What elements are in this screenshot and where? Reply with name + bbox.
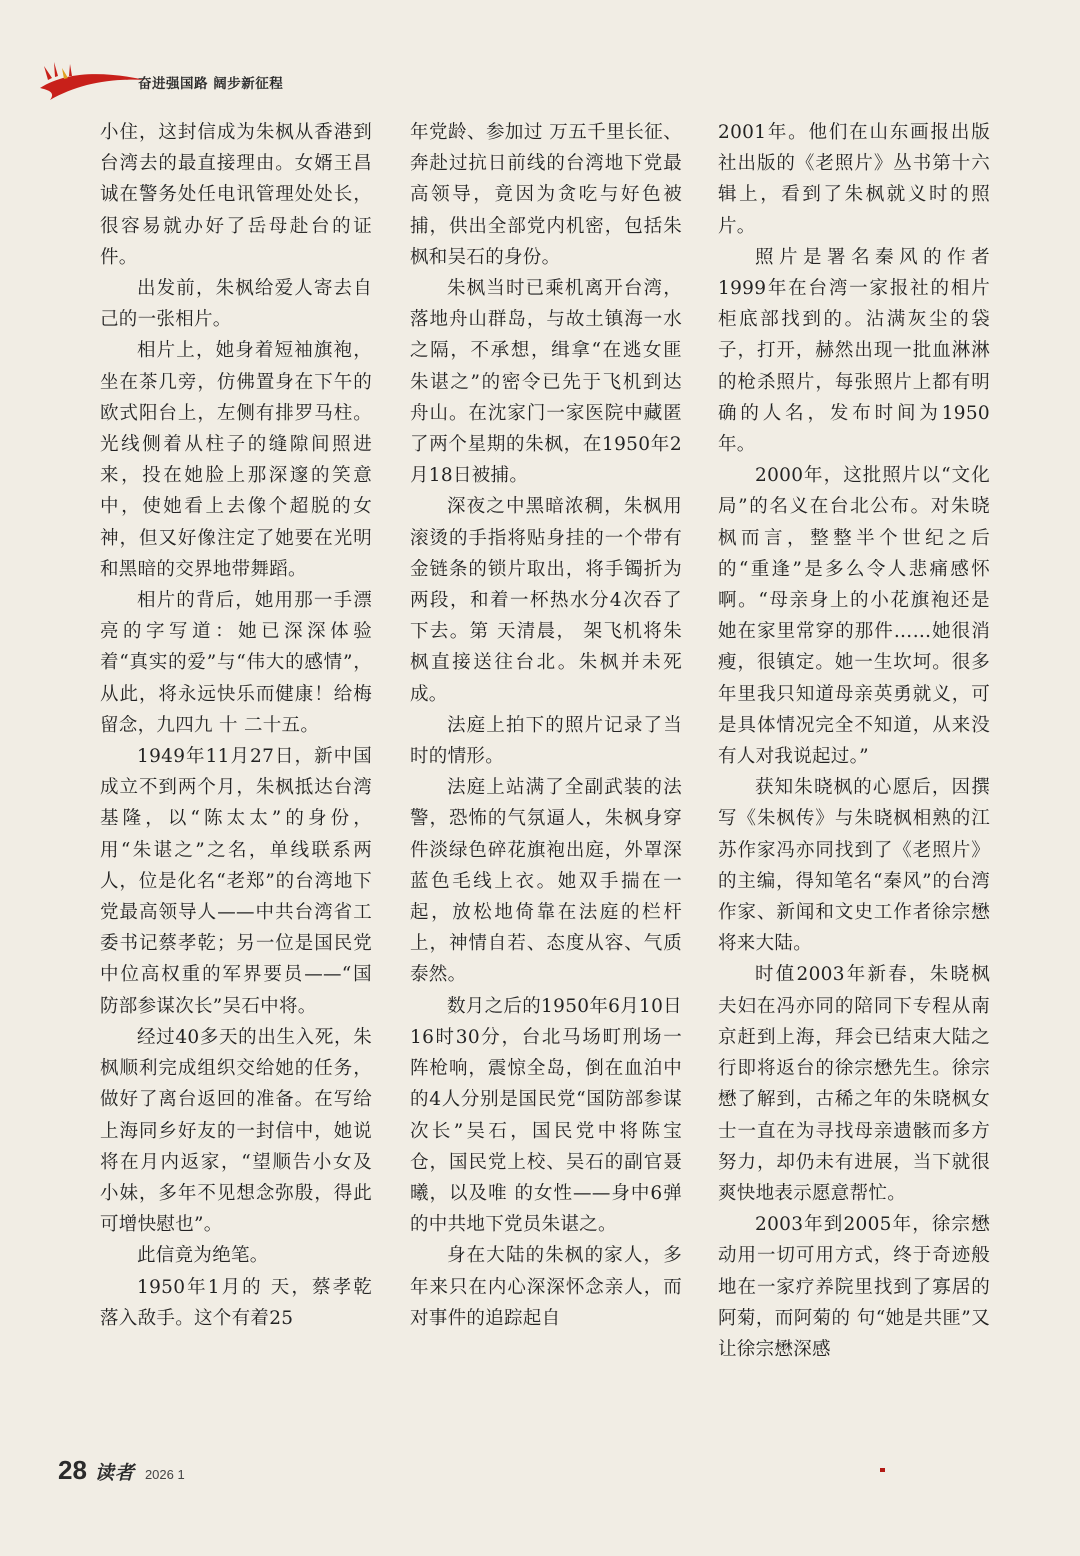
magazine-name: 读者: [94, 1462, 135, 1484]
paragraph: 时值2003年新春，朱晓枫夫妇在冯亦同的陪同下专程从南京赶到上海，拜会已结束大陆之行即将返台的徐宗懋先生。徐宗懋了解到，古稀之年的朱晓枫女士一直在为寻找母亲遗骸而多方努力，却仍未有进展，当下就很爽快地表示愿意帮忙。: [718, 964, 990, 1204]
paragraph: 获知朱晓枫的心愿后，因撰写《朱枫传》与朱晓枫相熟的江苏作家冯亦同找到了《老照片》的主编，得知笔名“秦风”的台湾作家、新闻和文史工作者徐宗懋将来大陆。: [718, 777, 990, 955]
paragraph: 数月之后的1950年6月10日16时30分，台北马场町刑场一阵枪响，震惊全岛，倒在血泊中的4人分别是国民党“国防部参谋次长”吴石，国民党中将陈宝仓，国民党上校、吴石的副官聂曦，以及唯 的女性——身中6弹的中共地下党员朱谌之。: [410, 995, 682, 1236]
page-footer: [58, 1455, 195, 1495]
paragraph: 相片上，她身着短袖旗袍，坐在茶几旁，仿佛置身在下午的欧式阳台上，左侧有排罗马柱。光线侧着从柱子的缝隙间照进来，投在她脸上那深邃的笑意中，使她看上去像个超脱的女神，但又好像注定了她要在光明和黑暗的交界地带舞蹈。: [100, 340, 372, 580]
paragraph: 此信竟为绝笔。: [137, 1245, 269, 1267]
end-mark: [880, 1468, 885, 1472]
paragraph: 年党龄、参加过 万五千里长征、奔赴过抗日前线的台湾地下党最高领导，竟因为贪吃与好色被捕，供出全部党内机密，包括朱枫和吴石的身份。: [410, 122, 682, 268]
paragraph: 身在大陆的朱枫的家人，多年来只在内心深深怀念亲人，而对事件的追踪起自: [410, 1245, 682, 1329]
issue-number: 2026 1: [144, 1467, 185, 1482]
text-column-3: [718, 117, 990, 1437]
paragraph: 经过40多天的出生入死，朱枫顺利完成组织交给她的任务，做好了离台返回的准备。在写给上海同乡好友的一封信中，她说将在月内返家，“望顺告小女及小妹，多年不见想念弥殷，得此可增快慰也”。: [100, 1026, 372, 1236]
text-column-2: [410, 117, 682, 1437]
header-slogan: 奋进强国路 阔步新征程: [138, 76, 284, 92]
paragraph: 出发前，朱枫给爱人寄去自己的一张相片。: [100, 278, 372, 331]
paragraph: 2000年，这批照片以“文化局”的名义在台北公布。对朱晓枫而言，整整半个世纪之后的“重逢”是多么令人悲痛感怀啊。“母亲身上的小花旗袍还是她在家里常穿的那件……她很消瘦，很镇定。她一生坎坷。很多年里我只知道母亲英勇就义，可是具体情况完全不知道，从来没有人对我说起过。”: [718, 465, 990, 768]
paragraph: 朱枫当时已乘机离开台湾，落地舟山群岛，与故土镇海一水之隔，不承想，缉拿“在逃女匪朱谌之”的密令已先于飞机到达舟山。在沈家门一家医院中藏匿了两个星期的朱枫，在1950年2月18日被捕。: [410, 278, 682, 487]
paragraph: 相片的背后，她用那一手漂亮的字写道：她已深深体验着“真实的爱”与“伟大的感情”，从此，将永远快乐而健康！给梅留念，九四九 十 二十五。: [100, 590, 372, 736]
paragraph: 法庭上站满了全副武装的法警，恐怖的气氛逼人，朱枫身穿 件淡绿色碎花旗袍出庭，外罩深蓝色毛线上衣。她双手揣在一起，放松地倚靠在法庭的栏杆上，神情自若、态度从容、气质泰然。: [410, 777, 682, 986]
paragraph: 2003年到2005年，徐宗懋动用一切可用方式，终于奇迹般地在一家疗养院里找到了寡居的阿菊，而阿菊的 句“她是共匪”又让徐宗懋深感: [718, 1214, 990, 1360]
ribbon-logo-icon: [38, 58, 148, 104]
text-column-1: [100, 117, 372, 1437]
paragraph: 深夜之中黑暗浓稠，朱枫用滚烫的手指将贴身挂的一个带有金链条的锁片取出，将手镯折为两段，和着一杯热水分4次吞了下去。第 天清晨， 架飞机将朱枫直接送往台北。朱枫并未死成。: [410, 496, 682, 705]
paragraph: 1949年11月27日，新中国成立不到两个月，朱枫抵达台湾基隆，以“陈太太”的身份，用“朱谌之”之名，单线联系两人，位是化名“老郑”的台湾地下党最高领导人——中共台湾省工委书记蔡孝乾；另一位是国民党中位高权重的军界要员——“国防部参谋次长”吴石中将。: [100, 746, 372, 1017]
paragraph: 小住，这封信成为朱枫从香港到台湾去的最直接理由。女婿王昌诚在警务处任电讯管理处处长，很容易就办好了岳母赴台的证件。: [100, 122, 372, 268]
paragraph: 1950年1月的 天，蔡孝乾落入敌手。这个有着25: [100, 1276, 372, 1329]
section-header: [38, 58, 438, 108]
paragraph: 照片是署名秦风的作者1999年在台湾一家报社的相片柜底部找到的。沾满灰尘的袋子，打开，赫然出现一批血淋淋的枪杀照片，每张照片上都有明确的人名，发布时间为1950年。: [718, 246, 990, 456]
paragraph: 2001年。他们在山东画报出版社出版的《老照片》丛书第十六辑上，看到了朱枫就义时的照片。: [718, 122, 990, 237]
paragraph: 法庭上拍下的照片记录了当时的情形。: [410, 714, 682, 768]
page-number: 28: [58, 1455, 87, 1485]
